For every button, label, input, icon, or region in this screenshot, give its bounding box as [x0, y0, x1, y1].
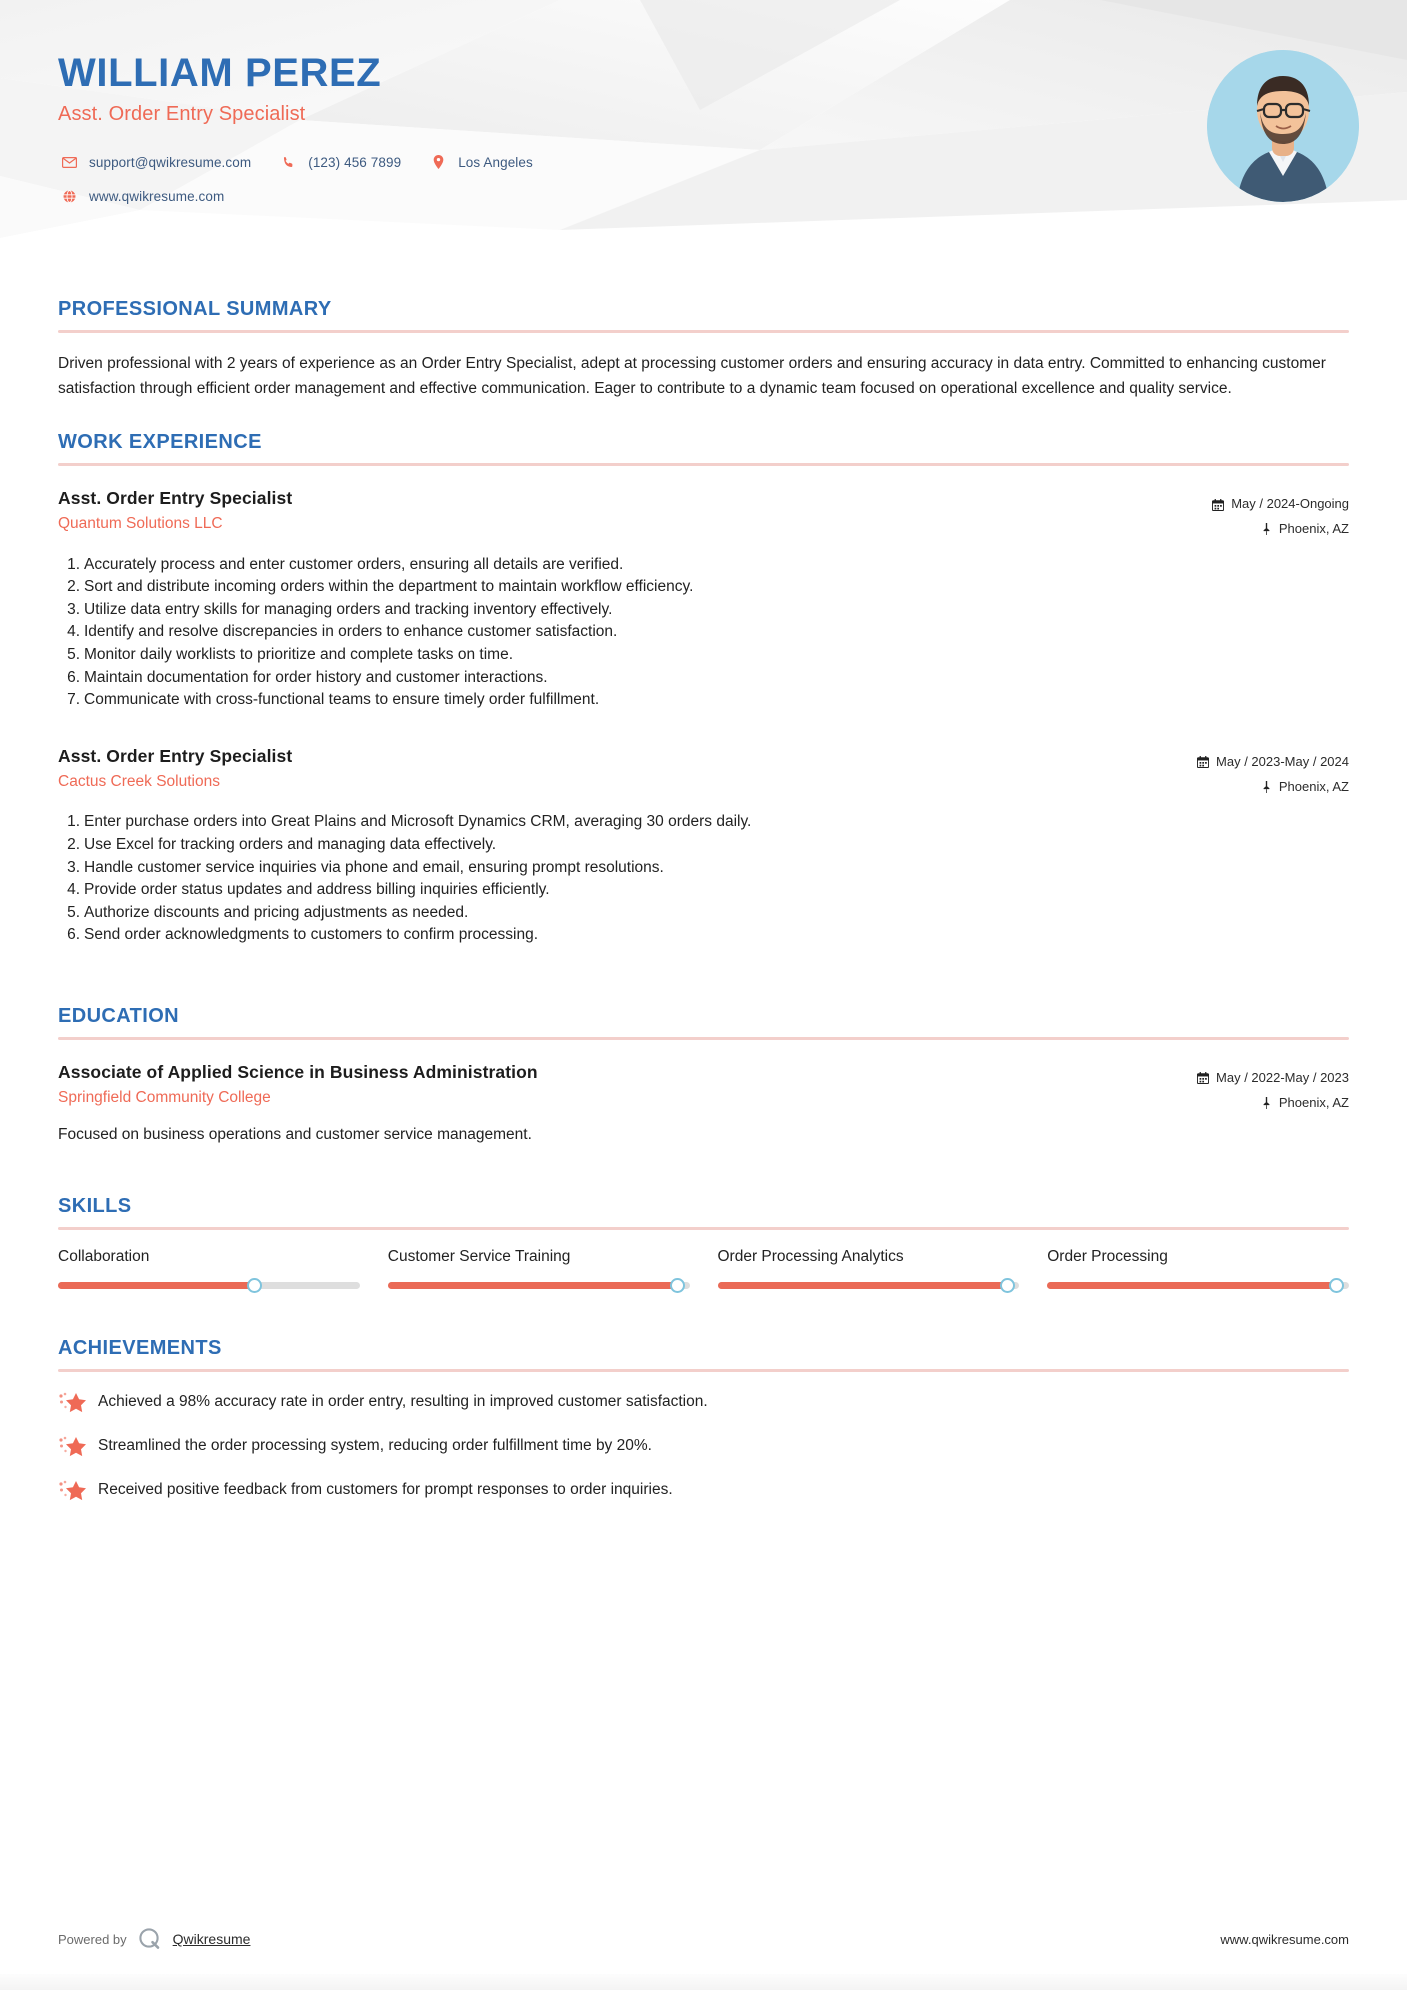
section-achievements: [58, 1337, 1349, 1502]
skill-progress-bar: [58, 1282, 360, 1289]
section-divider: [58, 330, 1349, 333]
section-work-experience: [58, 431, 1349, 947]
skill-progress-knob[interactable]: [1329, 1278, 1344, 1293]
section-divider: [58, 1037, 1349, 1040]
section-title-experience: WORK EXPERIENCE: [58, 431, 262, 454]
job-bullet: Handle customer service inquiries via phone and email, ensuring prompt resolutions.: [84, 858, 664, 876]
contact-phone[interactable]: [277, 153, 401, 171]
education-date: [1197, 1066, 1349, 1091]
job-location: [1212, 517, 1349, 542]
footer-website[interactable]: www.qwikresume.com: [1220, 1931, 1349, 1947]
job-bullet: Accurately process and enter customer orders, ensuring all details are verified.: [84, 555, 624, 573]
job-date: [1197, 750, 1349, 775]
phone-icon: [277, 153, 299, 171]
contact-row-primary: [58, 148, 1407, 176]
section-title-skills: SKILLS: [58, 1194, 132, 1217]
achievement-text: Achieved a 98% accuracy rate in order entry, resulting in improved customer satisfaction.: [98, 1392, 708, 1410]
school-name: Springfield Community College: [58, 1089, 271, 1107]
education-location: [1197, 1091, 1349, 1116]
skill-item: [388, 1248, 690, 1289]
footer-bottom-band: [0, 1974, 1407, 1990]
achievement-item: [58, 1390, 1349, 1414]
achievement-text: Streamlined the order processing system, reducing order fulfillment time by 20%.: [98, 1436, 652, 1454]
candidate-name: WILLIAM PEREZ: [58, 51, 382, 95]
job-bullet-list: [58, 554, 1349, 712]
pin-icon: [1261, 523, 1272, 535]
achievement-text: Received positive feedback from customers for prompt responses to order inquiries.: [98, 1480, 673, 1498]
star-icon: [58, 1434, 92, 1458]
skills-grid: [58, 1248, 1349, 1289]
education-date-text: May / 2022-May / 2023: [1216, 1070, 1349, 1086]
star-icon: [58, 1390, 92, 1414]
skill-item: [1047, 1248, 1349, 1289]
job-bullet: Identify and resolve discrepancies in orders to enhance customer satisfaction.: [84, 623, 618, 641]
skill-progress-fill: [718, 1282, 1008, 1289]
globe-icon: [58, 187, 80, 205]
skill-label: Collaboration: [58, 1247, 150, 1265]
star-icon: [58, 1478, 92, 1502]
page-footer: [0, 1926, 1407, 1952]
job-title: Asst. Order Entry Specialist: [58, 488, 293, 509]
summary-text: Driven professional with 2 years of experience as an Order Entry Specialist, adept at processing customer orders and ensuring accuracy in data entry. Committed to enhancing customer satisfaction through efficient order management and effective communication. Eager to contribute to a dynamic team focused on operational excellence and quality service.: [58, 355, 1326, 398]
job-bullet: Authorize discounts and pricing adjustments as needed.: [84, 903, 469, 921]
job-bullet: Maintain documentation for order history and customer interactions.: [84, 668, 548, 686]
contact-phone-text: (123) 456 7899: [308, 154, 402, 170]
skill-item: [58, 1248, 360, 1289]
section-title-achievements: ACHIEVEMENTS: [58, 1336, 222, 1359]
calendar-icon: [1197, 756, 1209, 768]
calendar-icon: [1212, 499, 1224, 511]
avatar-photo: [1207, 50, 1359, 202]
contact-row-secondary: [58, 182, 1407, 210]
job-location-text: Phoenix, AZ: [1278, 778, 1349, 794]
job-bullet: Monitor daily worklists to prioritize and complete tasks on time.: [84, 646, 513, 664]
contact-email[interactable]: [58, 153, 251, 171]
job-location-text: Phoenix, AZ: [1278, 520, 1349, 536]
achievements-list: [58, 1390, 1349, 1502]
calendar-icon: [1197, 1072, 1209, 1084]
skill-progress-knob[interactable]: [670, 1278, 685, 1293]
job-bullet-list: [58, 811, 1349, 947]
achievement-item: [58, 1434, 1349, 1458]
skill-progress-bar: [388, 1282, 690, 1289]
company-name: Cactus Creek Solutions: [58, 772, 220, 790]
contact-block: [58, 148, 1407, 210]
skill-progress-fill: [58, 1282, 254, 1289]
contact-website[interactable]: [58, 187, 224, 205]
contact-location-text: Los Angeles: [458, 154, 533, 170]
experience-entry: [58, 746, 1349, 947]
email-icon: [58, 153, 80, 171]
qwikresume-logo-icon: [137, 1926, 163, 1952]
resume-header: [0, 0, 1407, 268]
pin-icon: [1261, 1097, 1272, 1109]
section-professional-summary: [58, 298, 1349, 401]
education-note: Focused on business operations and customer service management.: [58, 1126, 532, 1144]
job-location: [1197, 775, 1349, 800]
skill-label: Order Processing Analytics: [717, 1247, 904, 1265]
powered-by-label: Powered by: [58, 1931, 127, 1947]
section-divider: [58, 463, 1349, 466]
section-education: [58, 1005, 1349, 1147]
contact-location: [427, 153, 533, 171]
section-divider: [58, 1369, 1349, 1372]
skill-item: [718, 1248, 1020, 1289]
job-date-text: May / 2024-Ongoing: [1231, 496, 1349, 512]
skill-label: Order Processing: [1047, 1247, 1168, 1265]
company-name: Quantum Solutions LLC: [58, 515, 223, 533]
skill-progress-fill: [388, 1282, 678, 1289]
skill-label: Customer Service Training: [387, 1247, 571, 1265]
location-icon: [427, 153, 449, 171]
section-title-education: EDUCATION: [58, 1005, 180, 1028]
job-date: [1212, 492, 1349, 517]
job-bullet: Enter purchase orders into Great Plains and Microsoft Dynamics CRM, averaging 30 orders daily.: [84, 813, 752, 831]
job-bullet: Utilize data entry skills for managing orders and tracking inventory effectively.: [84, 600, 613, 618]
achievement-item: [58, 1478, 1349, 1502]
job-bullet: Communicate with cross-functional teams to ensure timely order fulfillment.: [84, 691, 600, 709]
job-title: Asst. Order Entry Specialist: [58, 745, 293, 766]
education-entry: [58, 1062, 1349, 1147]
job-bullet: Use Excel for tracking orders and managing data effectively.: [84, 835, 497, 853]
brand-name[interactable]: Qwikresume: [172, 1931, 251, 1947]
job-bullet: Provide order status updates and address billing inquiries efficiently.: [84, 881, 550, 899]
pin-icon: [1261, 781, 1272, 793]
skill-progress-bar: [718, 1282, 1020, 1289]
candidate-role: Asst. Order Entry Specialist: [58, 103, 306, 125]
education-location-text: Phoenix, AZ: [1278, 1094, 1349, 1110]
job-date-text: May / 2023-May / 2024: [1216, 753, 1349, 769]
experience-entry: [58, 488, 1349, 712]
degree-title: Associate of Applied Science in Business Administration: [58, 1062, 538, 1083]
avatar: [1207, 50, 1359, 202]
job-bullet: Sort and distribute incoming orders within the department to maintain workflow efficiency.: [84, 578, 694, 596]
contact-email-text: support@qwikresume.com: [89, 154, 252, 170]
skill-progress-knob[interactable]: [1000, 1278, 1015, 1293]
job-bullet: Send order acknowledgments to customers to confirm processing.: [84, 926, 539, 944]
section-title-summary: PROFESSIONAL SUMMARY: [58, 298, 332, 320]
skill-progress-bar: [1047, 1282, 1349, 1289]
skill-progress-knob[interactable]: [247, 1278, 262, 1293]
skill-progress-fill: [1047, 1282, 1337, 1289]
section-skills: [58, 1195, 1349, 1289]
contact-website-text: www.qwikresume.com: [89, 188, 225, 204]
section-divider: [58, 1227, 1349, 1230]
